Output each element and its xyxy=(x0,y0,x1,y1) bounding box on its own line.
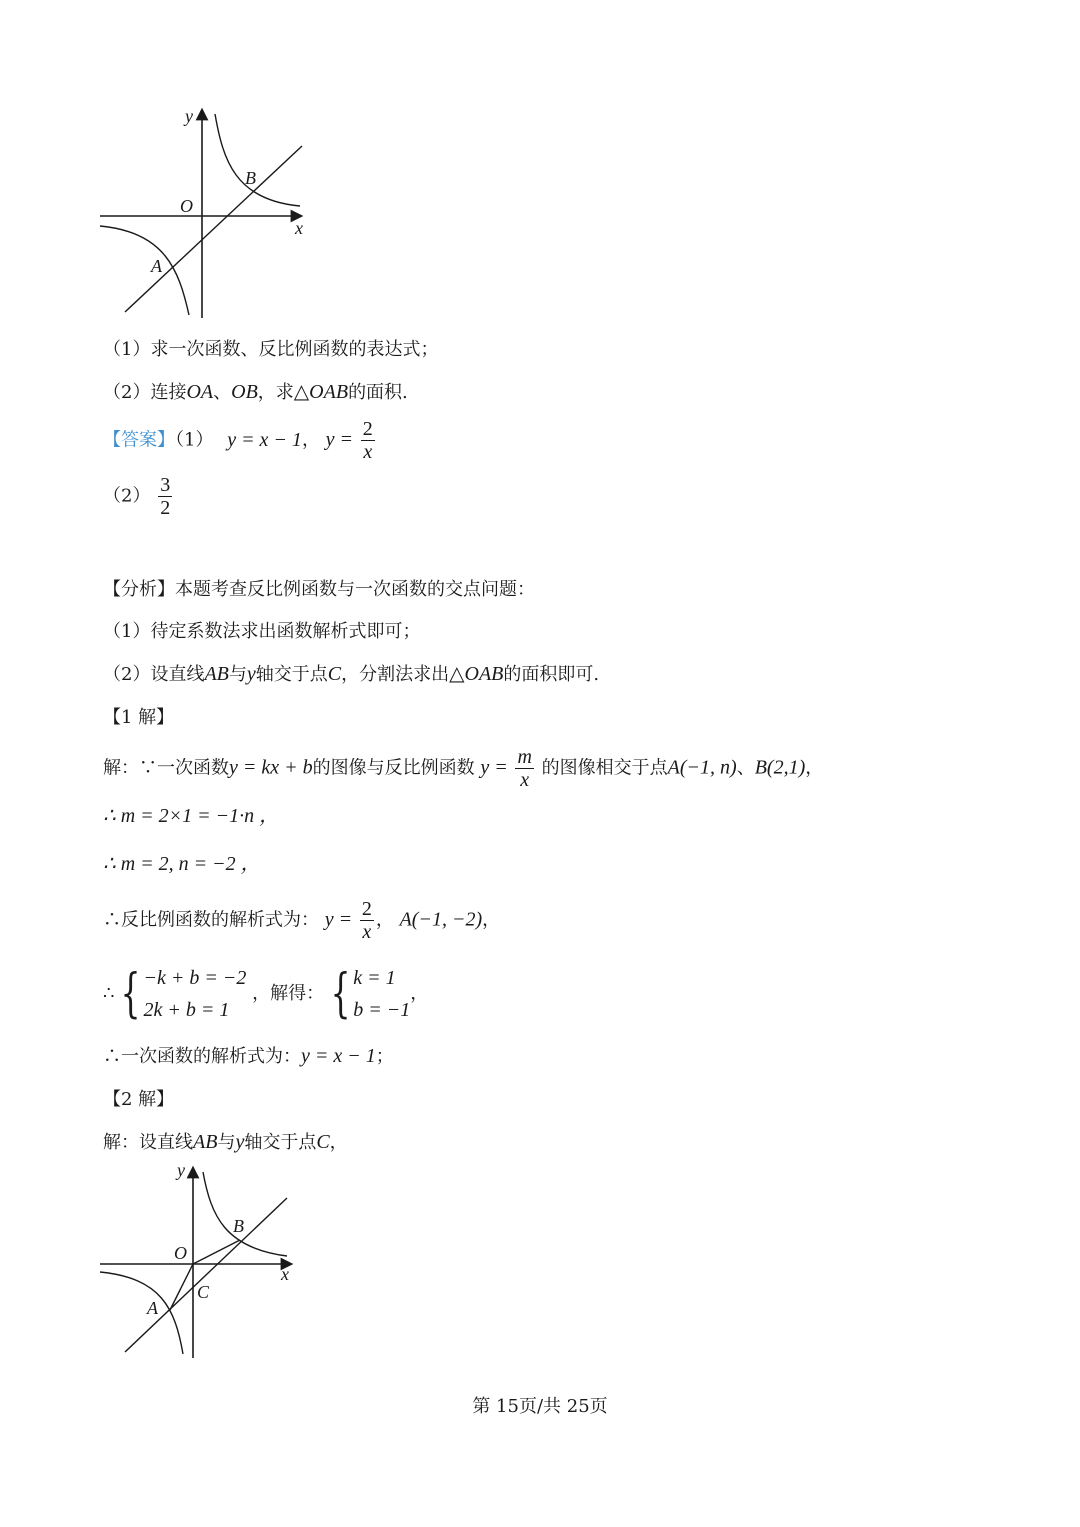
sol1-step3-prefix: ∴反比例函数的解析式为： xyxy=(103,909,319,931)
analysis-step2-triangle: △OAB xyxy=(449,663,504,685)
label-b: B xyxy=(245,168,256,188)
sol2-c: C xyxy=(316,1131,330,1153)
label-a: A xyxy=(151,256,162,276)
label-a: A xyxy=(147,1298,158,1318)
solution-1-conclusion xyxy=(103,1044,394,1069)
answer-linear: y = x − 1 xyxy=(227,428,302,451)
sol1-sys-solutions xyxy=(353,962,410,1026)
sol1-sys-sol1: k = 1 xyxy=(353,967,396,989)
solution-2-header: 【2 解】 xyxy=(103,1089,175,1110)
sol2-mid2: 轴交于点 xyxy=(244,1132,317,1153)
sol1-step3-num: 2 xyxy=(361,898,372,920)
analysis-step2-c: C xyxy=(327,663,342,685)
label-o: O xyxy=(174,1243,187,1263)
sol1-sys-brace-left: { xyxy=(121,964,141,1024)
sol1-step3-fraction xyxy=(360,898,374,943)
sol1-sys-end: ， xyxy=(410,983,429,1004)
figure-2-graph xyxy=(95,1158,310,1363)
segment-ob xyxy=(193,1240,240,1264)
sol1-sys-brace-right: { xyxy=(330,964,351,1024)
segment-oa xyxy=(170,1264,193,1310)
sol1-intro-mid2: 的图像相交于点 xyxy=(541,757,668,779)
sol1-intro-num: m xyxy=(517,746,532,768)
sol1-conclusion-eq: y = x − 1 xyxy=(301,1045,376,1067)
sol1-sys-eq1: −k + b = −2 xyxy=(143,967,247,989)
solution-1-header: 【1 解】 xyxy=(103,707,175,728)
sol2-mid1: 与 xyxy=(217,1132,236,1153)
question-1: （1）求一次函数、反比例函数的表达式； xyxy=(103,339,439,360)
answer-area-den: 2 xyxy=(160,497,171,519)
label-o: O xyxy=(180,196,193,216)
linear-function-line xyxy=(125,1198,287,1352)
analysis-title: 【分析】本题考查反比例函数与一次函数的交点问题： xyxy=(103,579,535,600)
sol1-intro-point-a: A(−1, n) xyxy=(667,756,737,779)
sol1-conclusion-end: ； xyxy=(375,1046,394,1067)
question-2 xyxy=(103,380,408,405)
label-b: B xyxy=(233,1216,244,1236)
sol2-ab: AB xyxy=(193,1131,218,1153)
answer-area-num: 3 xyxy=(160,474,171,496)
answer-inverse-num: 2 xyxy=(362,418,373,440)
q2-ob: OB xyxy=(231,381,258,403)
sol1-intro-den: x xyxy=(520,769,530,791)
sol2-prefix: 解：设直线 xyxy=(103,1132,193,1153)
analysis-step2-mid3: ，分割法求出 xyxy=(341,664,450,685)
sol1-intro-point-b: B(2,1) xyxy=(754,756,806,779)
solution-1-intro xyxy=(103,746,823,791)
figure-1-graph xyxy=(95,100,325,322)
q2-triangle: △OAB xyxy=(293,381,349,403)
sol1-sys-sol2: b = −1 xyxy=(353,999,411,1021)
hyperbola-branch-first-quadrant xyxy=(203,1172,287,1256)
analysis-step2-suffix: 的面积即可. xyxy=(503,664,600,685)
sol1-intro-eq: y = kx + b xyxy=(229,756,313,779)
sol1-step3-point-a: A(−1, −2) xyxy=(399,908,483,931)
analysis-step-1: （1）待定系数法求出函数解析式即可； xyxy=(103,621,421,642)
label-y: y xyxy=(177,1160,185,1180)
analysis-step2-prefix: （2）设直线 xyxy=(103,664,205,685)
q2-mid: ，求 xyxy=(257,382,294,403)
q2-oa: OA xyxy=(186,381,214,403)
hyperbola-branch-third-quadrant xyxy=(100,1272,183,1354)
analysis-step2-ab: AB xyxy=(204,663,229,685)
analysis-step2-y: y xyxy=(246,663,256,685)
sol2-end: ， xyxy=(329,1132,348,1153)
page-footer: 第 15页/共 25页 xyxy=(472,1396,608,1417)
q2-sep: 、 xyxy=(213,382,232,403)
solution-1-step-1: ∴ m = 2×1 = −1·n ， xyxy=(103,805,280,827)
sol1-intro-fraction xyxy=(515,746,533,791)
q2-prefix: （2）连接 xyxy=(103,382,187,403)
solution-1-system xyxy=(103,962,428,1026)
analysis-step2-mid2: 轴交于点 xyxy=(255,664,328,685)
sol1-intro-sep: 、 xyxy=(736,757,755,779)
sol1-step3-lhs: y = xyxy=(324,908,353,931)
answer-tag: 【答案】 xyxy=(103,429,175,451)
label-x: x xyxy=(281,1264,289,1284)
q2-suffix: 的面积. xyxy=(348,382,408,403)
sol1-intro-lhs: y = xyxy=(480,756,508,779)
linear-function-line xyxy=(125,146,302,312)
hyperbola-branch-third-quadrant xyxy=(100,226,189,315)
sol1-sys-equations xyxy=(144,962,247,1026)
solution-2-line xyxy=(103,1130,348,1155)
sol1-step3-end: ， xyxy=(482,909,501,931)
label-y: y xyxy=(185,106,193,126)
sol1-intro-end: ， xyxy=(805,757,824,779)
analysis-step2-mid1: 与 xyxy=(228,664,247,685)
sol1-sys-prefix: ∴ xyxy=(103,983,115,1004)
sol1-intro-prefix: 解：∵一次函数 xyxy=(103,757,229,779)
solution-1-step-3 xyxy=(103,898,500,943)
answer-area-fraction xyxy=(158,474,172,519)
sol1-step3-mid: ， xyxy=(375,909,394,931)
sol1-sys-eq2: 2k + b = 1 xyxy=(143,999,230,1021)
answer-inverse-fraction xyxy=(361,418,375,463)
sol1-intro-mid: 的图像与反比例函数 xyxy=(312,757,475,779)
answer-line-1 xyxy=(103,418,377,463)
label-c: C xyxy=(197,1282,210,1302)
answer-comma: ， xyxy=(301,429,320,451)
sol1-conclusion-prefix: ∴一次函数的解析式为： xyxy=(103,1046,301,1067)
sol1-step3-den: x xyxy=(362,921,372,943)
label-x: x xyxy=(295,218,303,238)
answer-part2-label: （2） xyxy=(103,485,151,507)
answer-line-2 xyxy=(103,474,174,519)
analysis-step-2 xyxy=(103,662,599,687)
answer-part1-label: （1） xyxy=(175,429,214,451)
sol1-sys-mid: ，解得： xyxy=(252,983,325,1004)
answer-inverse-lhs: y = xyxy=(325,428,354,451)
sol2-y: y xyxy=(235,1131,245,1153)
answer-inverse-den: x xyxy=(363,441,373,463)
solution-1-step-2: ∴ m = 2, n = −2 ， xyxy=(103,853,261,875)
